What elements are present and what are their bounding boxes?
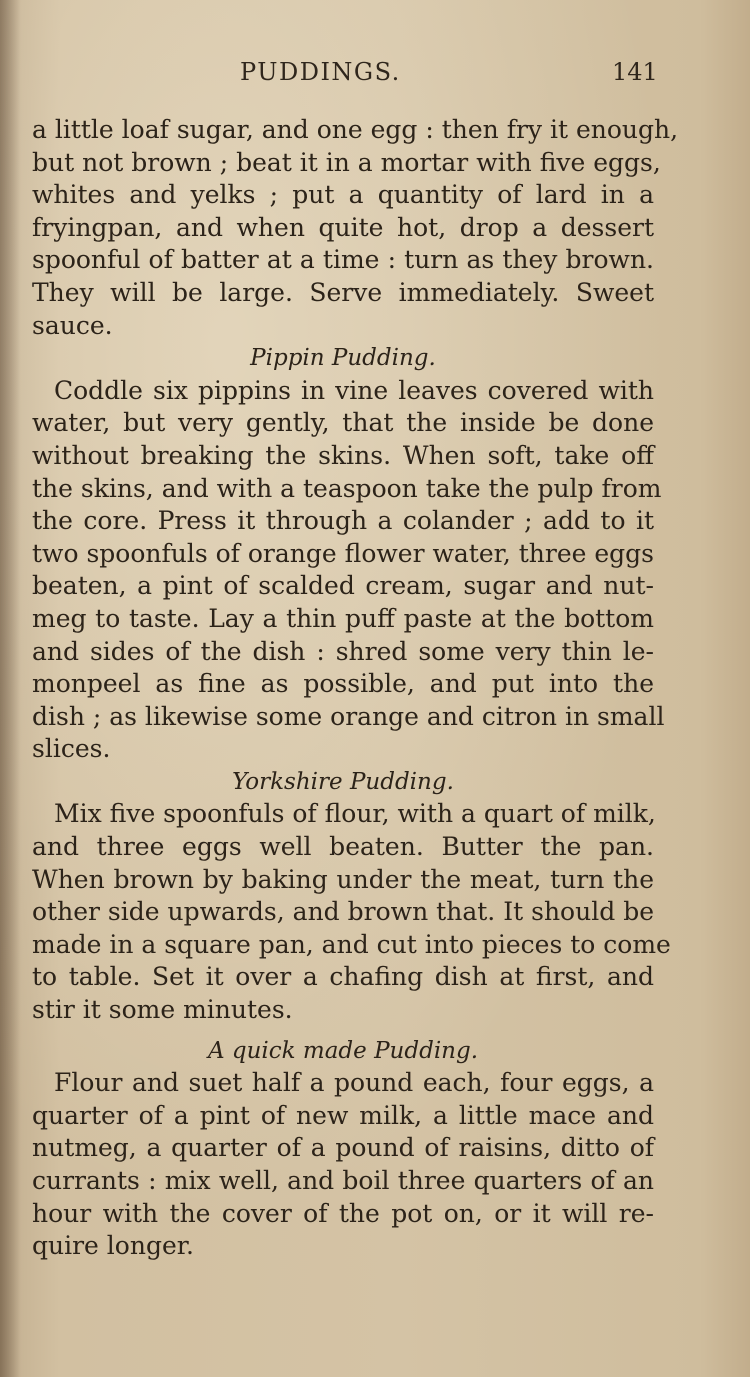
recipe-heading-pippin: Pippin Pudding. [250, 345, 436, 372]
text-line: and three eggs well beaten. Butter the pan. [32, 832, 654, 862]
text-line: whites and yelks ; put a quantity of lard in a [32, 180, 654, 210]
text-line: quarter of a pint of new milk, a little mace and [32, 1100, 654, 1130]
text-line: meg to taste. Lay a thin puff paste at the bottom [32, 603, 654, 633]
text-line: fryingpan, and when quite hot, drop a dessert [32, 212, 654, 242]
page-text [32, 114, 679, 1263]
text-line: hour with the cover of the pot on, or it will re- [32, 1198, 654, 1228]
text-line: and sides of the dish : shred some very thin le- [32, 636, 654, 666]
text-line: to table. Set it over a chafing dish at first, and [32, 962, 654, 992]
text-line: They will be large. Serve immediately. Sweet [32, 277, 654, 307]
running-title: PUDDINGS. [240, 58, 401, 86]
recipe-heading-yorkshire: Yorkshire Pudding. [232, 768, 454, 795]
text-line: currants : mix well, and boil three quarters of an [32, 1166, 654, 1195]
text-line: dish ; as likewise some orange and citron in small [32, 701, 665, 731]
text-line: a little loaf sugar, and one egg : then fry it enough, [32, 115, 679, 144]
paragraph-fritters-end [32, 114, 679, 342]
text-line: When brown by baking under the meat, turn the [32, 864, 654, 894]
text-line: monpeel as fine as possible, and put into the [32, 669, 654, 699]
text-line: made in a square pan, and cut into pieces to come [32, 929, 671, 959]
text-line: the core. Press it through a colander ; add to it [32, 506, 654, 536]
text-line: sauce. [32, 310, 113, 340]
recipe-heading-quick-made: A quick made Pudding. [207, 1037, 479, 1064]
text-line: water, but very gently, that the inside be done [32, 408, 654, 438]
text-line: stir it some minutes. [32, 995, 293, 1025]
page-gutter-shadow [0, 0, 20, 1377]
paragraph-pippin [32, 375, 665, 766]
text-line: nutmeg, a quarter of a pound of raisins, ditto of [32, 1133, 654, 1163]
text-line: two spoonfuls of orange flower water, three eggs [32, 538, 654, 568]
text-line: quire longer. [32, 1231, 194, 1261]
text-line: spoonful of batter at a time : turn as they brown. [32, 245, 654, 275]
text-line: without breaking the skins. When soft, take off [32, 440, 654, 470]
text-line: the skins, and with a teaspoon take the pulp from [32, 473, 662, 503]
text-line: Mix five spoonfuls of flour, with a quart of milk, [54, 799, 656, 829]
paragraph-quick-made [32, 1067, 654, 1263]
page-header [0, 58, 750, 94]
text-line: Coddle six pippins in vine leaves covered with [54, 375, 654, 405]
text-line: Flour and suet half a pound each, four eggs, a [54, 1068, 654, 1098]
page-number: 141 [612, 58, 658, 86]
text-line: other side upwards, and brown that. It should be [32, 897, 654, 927]
text-line: but not brown ; beat it in a mortar with five eggs, [32, 147, 661, 177]
text-line: beaten, a pint of scalded cream, sugar and nut- [32, 571, 654, 601]
paragraph-yorkshire [32, 798, 671, 1026]
text-line: slices. [32, 734, 111, 764]
